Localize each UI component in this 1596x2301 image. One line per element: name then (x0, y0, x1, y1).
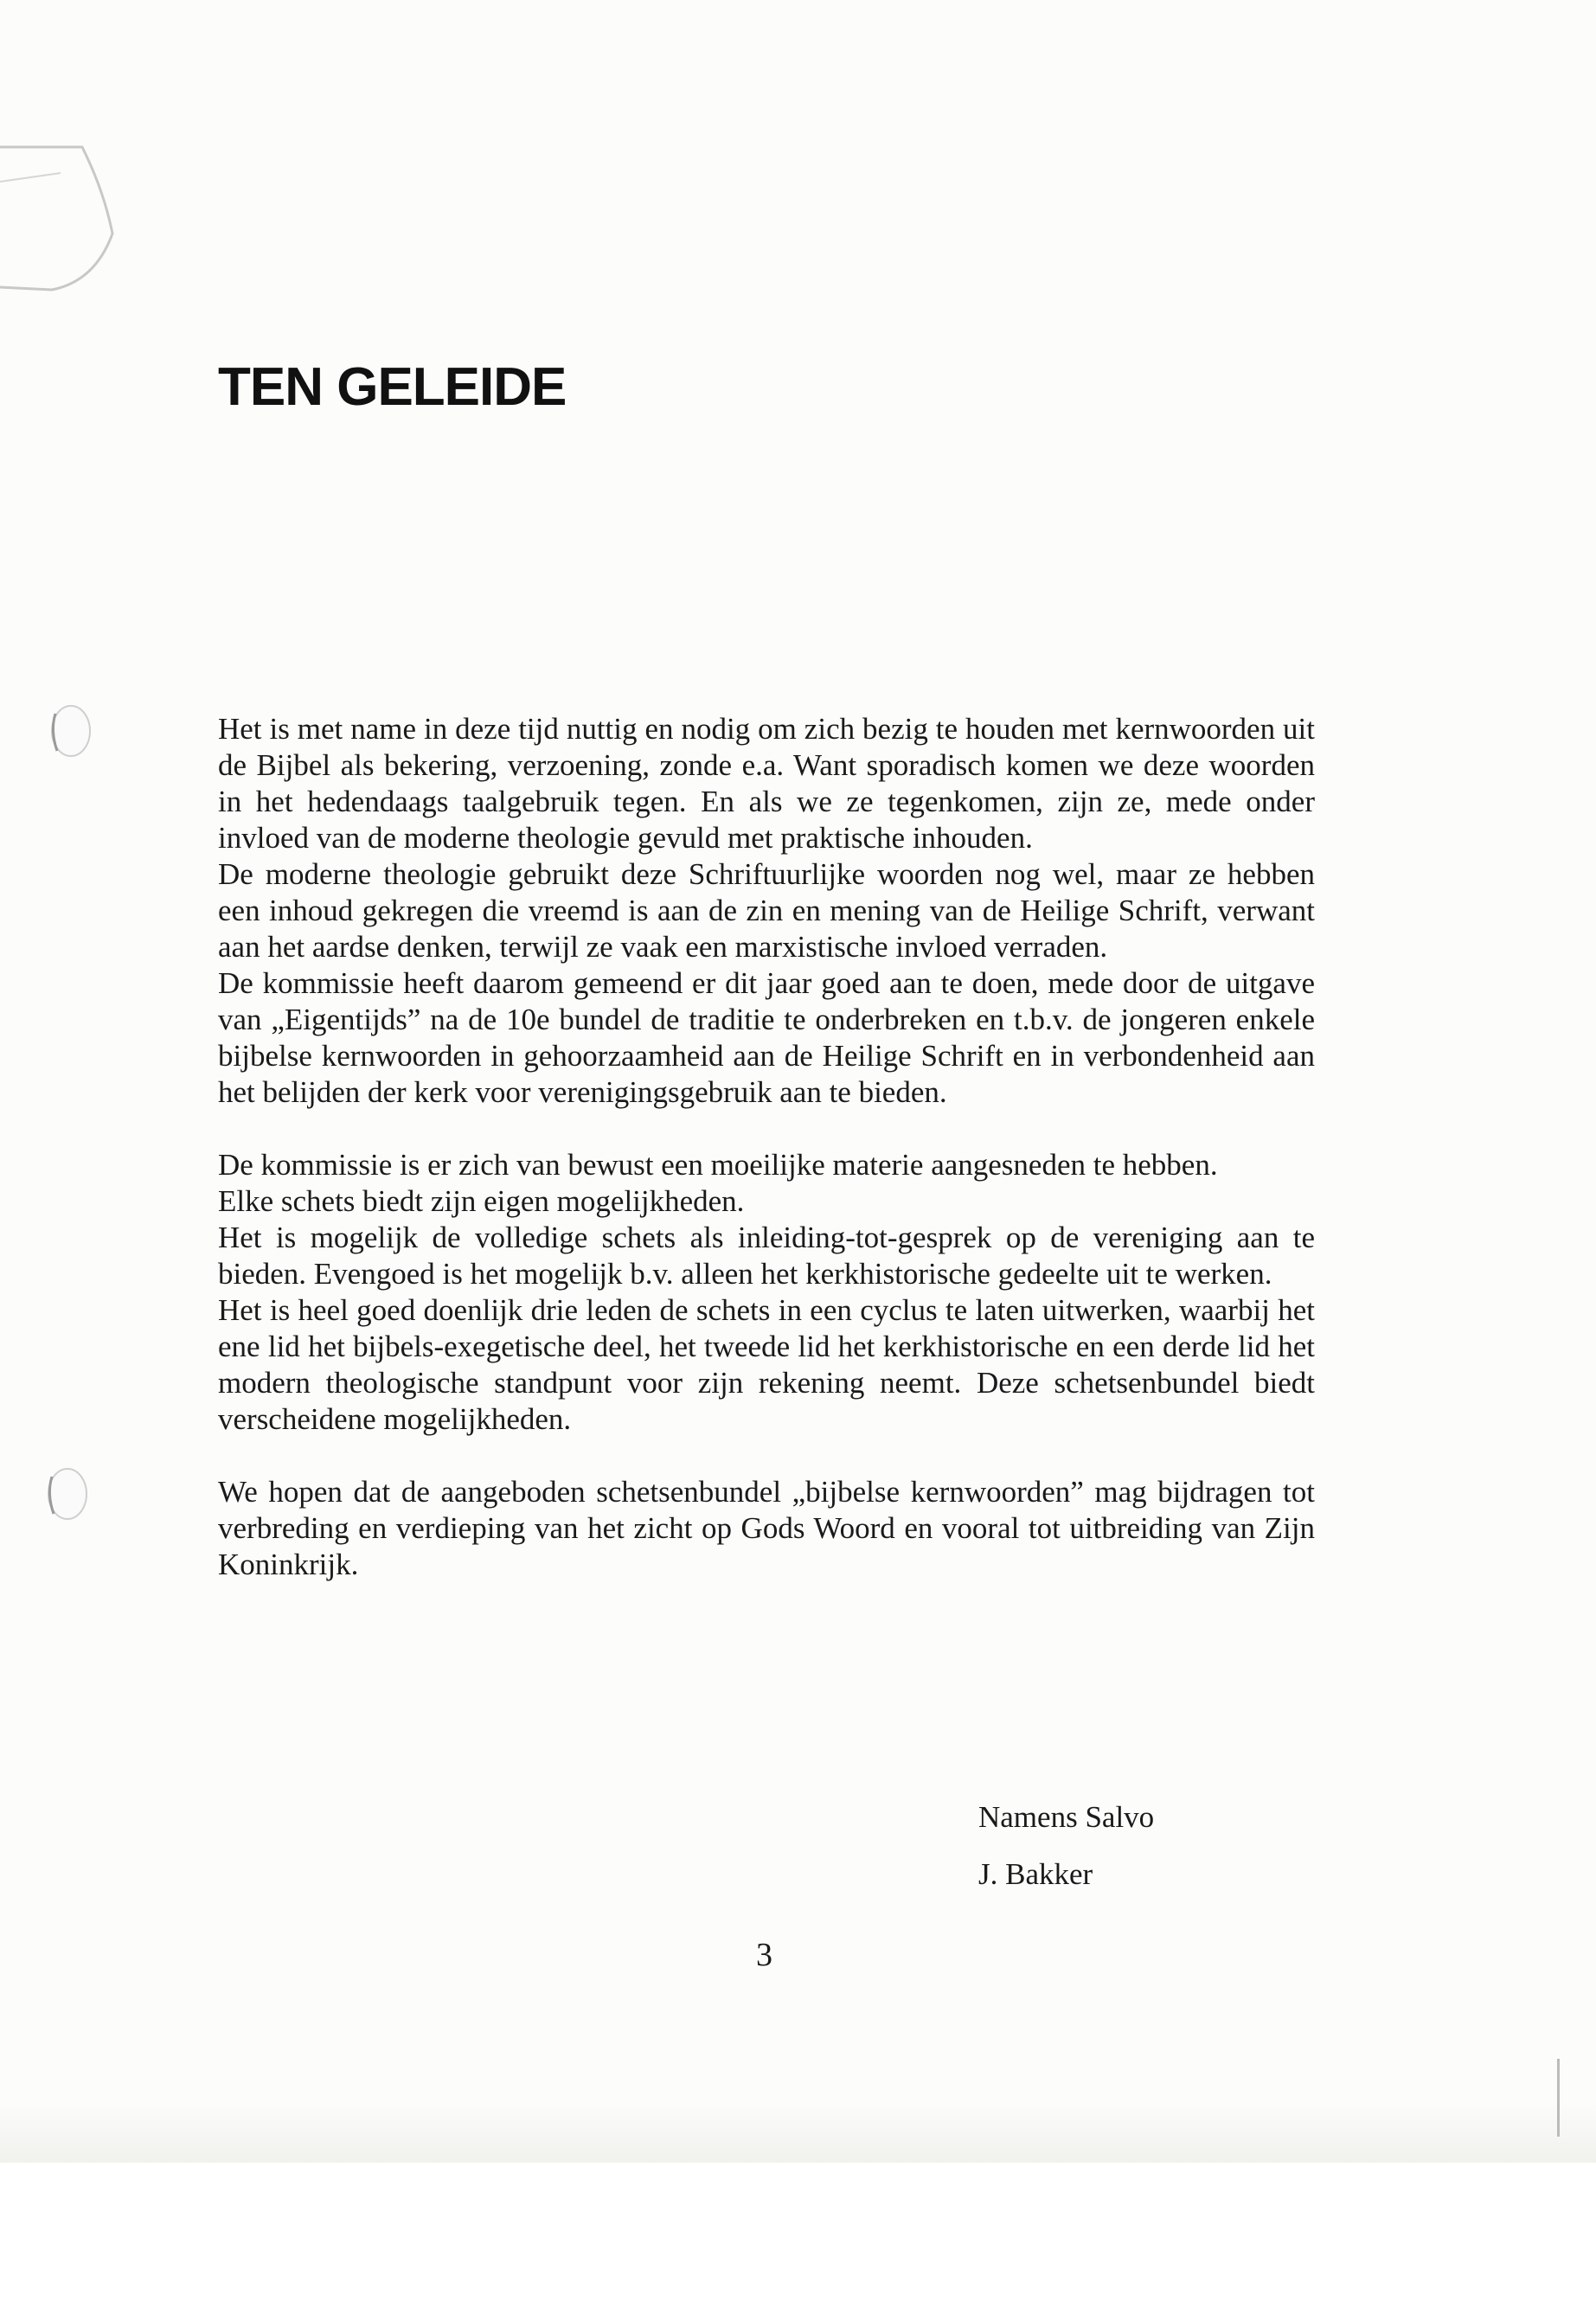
page-edge-mark (1557, 2059, 1560, 2137)
paragraph: Het is met name in deze tijd nuttig en nodig om zich bezig te houden met kernwoorden uit de Bijbel als bekering, verzoening, zonde e.a. Want sporadisch komen we deze woorden in het hedendaags taalgebruik tegen. En als we ze tegenkomen, zijn ze, mede onder invloed van de moderne theologie gevuld met praktische inhouden. (218, 712, 1315, 855)
paragraph: De moderne theologie gebruikt deze Schriftuurlijke woorden nog wel, maar ze hebben een inhoud gekregen die vreemd is aan de zin en mening van de Heilige Schrift, verwant aan het aardse denken, terwijl ze vaak een marxistische invloed verraden. (218, 857, 1315, 964)
punch-hole-bottom (42, 1464, 90, 1524)
body-text (218, 711, 1315, 1583)
page-bottom-shadow (0, 2102, 1596, 2163)
page-title: TEN GELEIDE (218, 357, 567, 417)
paragraph: Het is mogelijk de volledige schets als inleiding-tot-gesprek op de vereniging aan te bieden. Evengoed is het mogelijk b.v. alleen het kerkhistorische gedeelte uit te werken. (218, 1221, 1315, 1291)
paragraph: Het is heel goed doenlijk drie leden de schets in een cyclus te laten uitwerken, waarbij het ene lid het bijbels-exegetische deel, het tweede lid het kerkhistorische en een derde lid het modern theologische standpunt voor zijn rekening neemt. Deze schetsenbundel biedt verscheidene mogelijkheden. (218, 1293, 1315, 1436)
page-number: 3 (756, 1937, 772, 1973)
signature-line-organization: Namens Salvo (978, 1800, 1155, 1834)
signature-line-name: J. Bakker (978, 1857, 1093, 1891)
paragraph: De kommissie is er zich van bewust een moeilijke materie aangesneden te hebben. (218, 1148, 1218, 1182)
signature-block (978, 1789, 1154, 1903)
paragraph: Elke schets biedt zijn eigen mogelijkheden. (218, 1184, 745, 1218)
closing-paragraph: We hopen dat de aangeboden schetsenbundel „bijbelse kernwoorden” mag bijdragen tot verbreding en verdieping van het zicht op Gods Woord en vooral tot uitbreiding van Zijn Koninkrijk. (218, 1475, 1315, 1581)
paragraph: De kommissie heeft daarom gemeend er dit jaar goed aan te doen, mede door de uitgave van „Eigentijds” na de 10e bundel de traditie te onderbreken en t.b.v. de jongeren enkele bijbelse kernwoorden in gehoorzaamheid aan de Heilige Schrift en in verbondenheid aan het belijden der kerk voor verenigingsgebruik aan te bieden. (218, 966, 1315, 1109)
paper-fold-mark (0, 130, 130, 303)
punch-hole-top (45, 701, 93, 761)
